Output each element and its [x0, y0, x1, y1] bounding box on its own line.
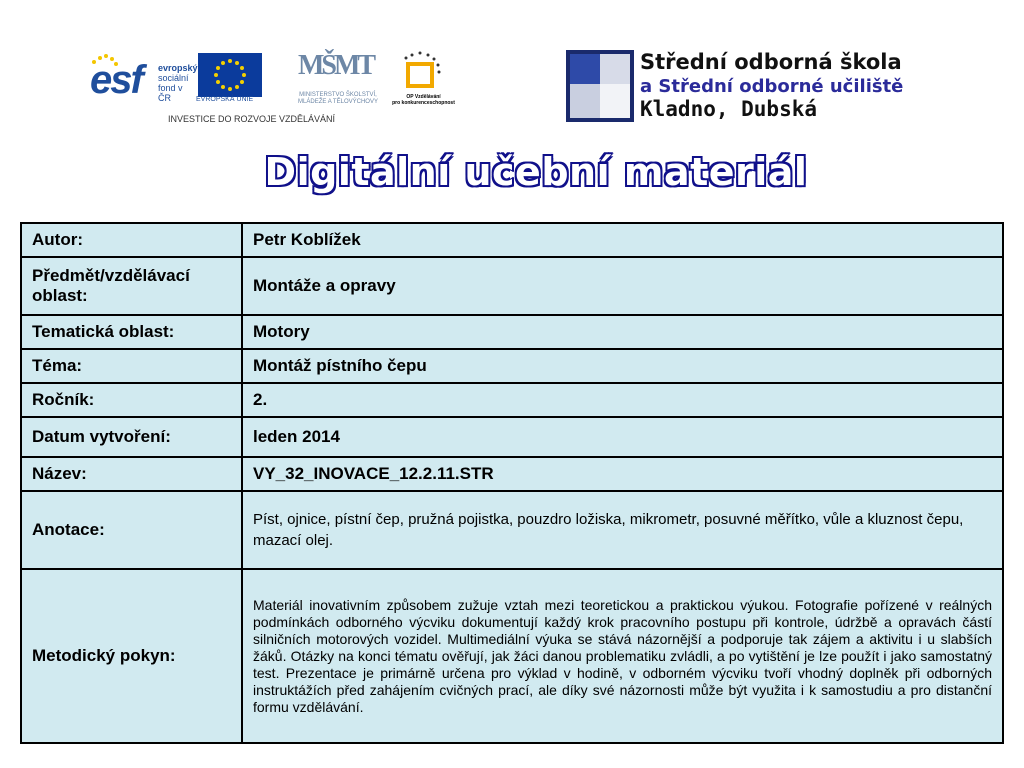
table-row: [21, 223, 1003, 257]
row-value: Petr Koblížek: [242, 223, 1003, 257]
school-name-line: a Střední odborné učiliště: [640, 76, 904, 97]
page-title: Digitální učební materiál: [264, 150, 808, 194]
school-name-line: Kladno, Dubská: [640, 97, 818, 121]
esf-mark: esf: [90, 58, 142, 102]
row-label: Ročník:: [21, 383, 242, 417]
material-info-table: [20, 222, 1004, 744]
row-value: Píst, ojnice, pístní čep, pružná pojistka, pouzdro ložiska, mikrometr, posuvné měřítko, vůle a kluznost čepu, mazací olej.: [242, 491, 1003, 569]
row-label: Název:: [21, 457, 242, 491]
table-row: [21, 349, 1003, 383]
esf-text-line: fond v ČR: [158, 83, 183, 103]
row-label: Předmět/vzdělávací oblast:: [21, 257, 242, 315]
table-row: [21, 315, 1003, 349]
partner-logos-banner: [68, 44, 472, 128]
op-logo-icon: [396, 50, 446, 98]
school-name-line: Střední odborná škola: [640, 50, 902, 74]
row-value: Montáž pístního čepu: [242, 349, 1003, 383]
row-value: Materiál inovativním způsobem zužuje vztah mezi teoretickou a praktickou výukou. Fotografie pořízené v reálných podmínkách odborného výcviku dokumentují každý krok pracovního postupu při kontrole, údržbě a opravách částí silničních motorových vozidel. Multimediální výuka se stává názornější a podporuje tak zájem a aktivitu i u slabších žáků. Otázky na konci tématu ověřují, jak žáci danou problematiku zvládli, a po vytištění je lze použít i jako samostatný test. Prezentace je primárně určena pro výklad v hodině, v odborném výcviku tvoří vhodný doplněk při odborných instruktážích před zahájením cvičných prací, ale díky své názornosti může být využita i k samostudiu a pro distanční formu vzdělávání.: [242, 569, 1003, 743]
msmt-logo-icon: MŠMT: [298, 50, 374, 81]
table-row: [21, 257, 1003, 315]
row-label: Anotace:: [21, 491, 242, 569]
investment-slogan: INVESTICE DO ROZVOJE VZDĚLÁVÁNÍ: [168, 114, 336, 124]
eu-flag-icon: [198, 53, 262, 97]
eu-label: EVROPSKÁ UNIE: [196, 96, 254, 103]
op-text-line: OP Vzdělávání: [406, 94, 441, 100]
esf-text: [158, 63, 198, 103]
school-emblem-icon: [566, 50, 634, 122]
row-label: Autor:: [21, 223, 242, 257]
row-value: Montáže a opravy: [242, 257, 1003, 315]
row-label: Téma:: [21, 349, 242, 383]
esf-text-line: sociální: [158, 73, 189, 83]
table-row: [21, 491, 1003, 569]
row-label: Datum vytvoření:: [21, 417, 242, 457]
school-logo: [566, 50, 926, 124]
table-row: [21, 383, 1003, 417]
op-text-line: pro konkurenceschopnost: [392, 100, 455, 106]
msmt-text: [288, 92, 388, 106]
msmt-text-line: MLÁDEŽE A TĚLOVÝCHOVY: [298, 99, 378, 105]
row-label: Metodický pokyn:: [21, 569, 242, 743]
row-label: Tematická oblast:: [21, 315, 242, 349]
msmt-text-line: MINISTERSTVO ŠKOLSTVÍ,: [299, 92, 377, 98]
row-value: 2.: [242, 383, 1003, 417]
op-text: [386, 94, 461, 106]
row-value: Motory: [242, 315, 1003, 349]
table-row: [21, 457, 1003, 491]
table-row: [21, 569, 1003, 743]
table-row: [21, 417, 1003, 457]
esf-text-line: evropský: [158, 63, 198, 73]
row-value: VY_32_INOVACE_12.2.11.STR: [242, 457, 1003, 491]
row-value: leden 2014: [242, 417, 1003, 457]
